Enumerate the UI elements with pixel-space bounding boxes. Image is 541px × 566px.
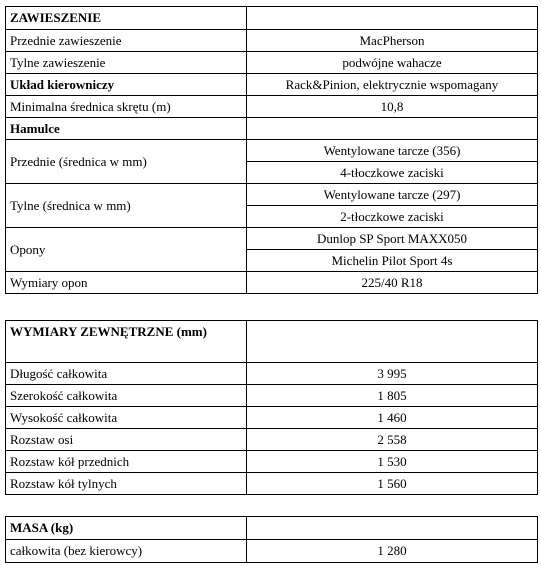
table-row	[6, 429, 538, 451]
table-row	[6, 228, 538, 250]
table-row	[6, 272, 538, 294]
table-header-row	[6, 321, 538, 363]
table-row	[6, 473, 538, 495]
section-heading: MASA (kg)	[6, 517, 247, 540]
table-row	[6, 96, 538, 118]
row-value: 1 530	[247, 451, 538, 473]
row-value: 1 805	[247, 385, 538, 407]
table-row	[6, 184, 538, 206]
row-label: Tylne (średnica w mm)	[6, 184, 247, 228]
row-value: Wentylowane tarcze (356)	[247, 140, 538, 162]
row-value: Rack&Pinion, elektrycznie wspomagany	[247, 74, 538, 96]
row-value: Dunlop SP Sport MAXX050	[247, 228, 538, 250]
row-value: 1 460	[247, 407, 538, 429]
table-header-row	[6, 7, 538, 30]
row-label: Układ kierowniczy	[6, 74, 247, 96]
section-heading: WYMIARY ZEWNĘTRZNE (mm)	[6, 321, 247, 363]
row-value: 2-tłoczkowe zaciski	[247, 206, 538, 228]
row-value: 225/40 R18	[247, 272, 538, 294]
row-value: 10,8	[247, 96, 538, 118]
table-row	[6, 451, 538, 473]
row-label: Minimalna średnica skrętu (m)	[6, 96, 247, 118]
row-value: 2 558	[247, 429, 538, 451]
row-label: Wymiary opon	[6, 272, 247, 294]
row-value: Michelin Pilot Sport 4s	[247, 250, 538, 272]
row-label: Tylne zawieszenie	[6, 52, 247, 74]
subsection-heading: Hamulce	[6, 118, 247, 140]
row-label: Wysokość całkowita	[6, 407, 247, 429]
row-value: 1 280	[247, 540, 538, 563]
row-label: Rozstaw osi	[6, 429, 247, 451]
table-row	[6, 385, 538, 407]
row-value: 4-tłoczkowe zaciski	[247, 162, 538, 184]
row-value: podwójne wahacze	[247, 52, 538, 74]
row-label: Rozstaw kół tylnych	[6, 473, 247, 495]
mass-table	[5, 516, 538, 563]
row-label: Opony	[6, 228, 247, 272]
row-label: Szerokość całkowita	[6, 385, 247, 407]
table-header-row	[6, 517, 538, 540]
empty-cell	[247, 118, 538, 140]
row-label: Przednie (średnica w mm)	[6, 140, 247, 184]
row-label: całkowita (bez kierowcy)	[6, 540, 247, 563]
table-row	[6, 118, 538, 140]
table-row	[6, 540, 538, 563]
table-row	[6, 363, 538, 385]
dimensions-table	[5, 320, 538, 495]
row-value: MacPherson	[247, 30, 538, 52]
suspension-table	[5, 6, 538, 294]
section-heading: ZAWIESZENIE	[6, 7, 247, 30]
row-label: Rozstaw kół przednich	[6, 451, 247, 473]
empty-cell	[247, 321, 538, 363]
table-row	[6, 407, 538, 429]
table-row	[6, 30, 538, 52]
table-row	[6, 52, 538, 74]
row-label: Długość całkowita	[6, 363, 247, 385]
empty-cell	[247, 517, 538, 540]
row-value: Wentylowane tarcze (297)	[247, 184, 538, 206]
row-value: 3 995	[247, 363, 538, 385]
empty-cell	[247, 7, 538, 30]
table-row	[6, 140, 538, 162]
table-row	[6, 74, 538, 96]
row-label: Przednie zawieszenie	[6, 30, 247, 52]
row-value: 1 560	[247, 473, 538, 495]
